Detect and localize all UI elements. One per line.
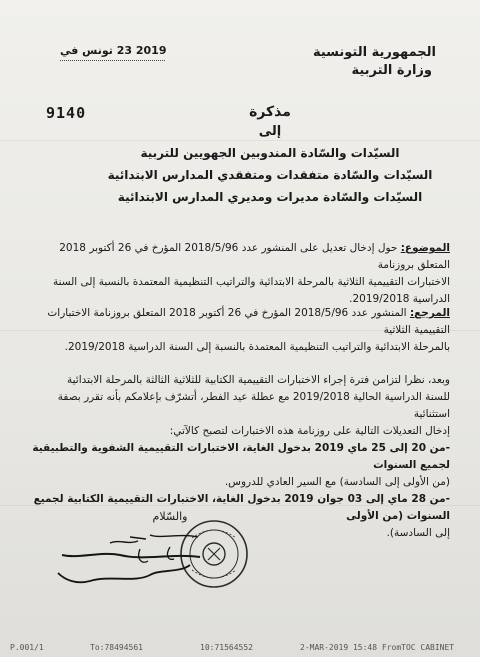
- reference-block: [30, 305, 450, 356]
- subject-line-3: الدراسية 2019/2018.: [349, 293, 450, 305]
- schedule-item-2-line-2: إلى السادسة).: [386, 527, 450, 539]
- date-underline: [60, 60, 165, 61]
- ministry-name: وزارة التربية: [351, 63, 432, 78]
- subject-line-2: الاختبارات التقييمية الثلاثية بالمرحلة الابتدائية والتراتيب التنظيمية المعتمدة بالنسبة إلى السنة: [52, 276, 450, 288]
- subject-line-1: حول إدخال تعديل على المنشور عدد 2018/5/96 المؤرخ في 26 أكتوبر 2018 المتعلق بروزنامة: [59, 242, 450, 271]
- reference-number: 9140: [46, 104, 87, 122]
- addressee-line-3: السيّدات والسّادة مديرات ومديري المدارس الابتدائية: [117, 190, 423, 204]
- fax-to: To:78494561: [90, 643, 143, 652]
- closing-salutation: والسّلام: [152, 510, 188, 523]
- republic-name: الجمهورية التونسية: [312, 45, 436, 60]
- schedule-item-1-line-2: (من الأولى إلى السادسة) مع السير العادي للدروس.: [224, 476, 450, 488]
- subject-label: الموضوع:: [400, 242, 450, 254]
- reference-line-2: بالمرحلة الابتدائية والتراتيب التنظيمية المعتمدة بالنسبة إلى السنة الدراسية 2019/2018.: [64, 341, 450, 353]
- reference-label: المرجع:: [409, 307, 450, 319]
- body-paragraph-line-1: وبعد، نظرا لتزامن فترة إجراء الاختبارات التقييمية الكتابية للثلاثية الثالثة بالمرحلة الابتدائية: [67, 374, 450, 386]
- fax-from: 10:71564552: [200, 643, 253, 652]
- reference-line-1: المنشور عدد 2018/5/96 المؤرخ في 26 أكتوبر 2018 المتعلق بروزنامة الاختبارات التقييمية الثلاثية: [47, 307, 450, 336]
- body-paragraph-line-2: للسنة الدراسية الحالية 2019/2018 مع عطلة عيد الفطر، أتشرّف بإعلامكم بأنه تقرر بصفة استثنائية: [57, 391, 450, 420]
- memo-title: مذكرة: [249, 104, 291, 120]
- to-label: إلى: [258, 124, 282, 139]
- subject-block: [30, 240, 450, 308]
- addressee-line-1: السيّدات والسّادة المندوبين الجهويين للتربية: [140, 146, 400, 160]
- addressee-line-2: السيّدات والسّادة متفقدات ومتفقدي المدارس الابتدائية: [107, 168, 433, 182]
- date-line: 2019 23 تونس في: [60, 44, 167, 57]
- schedule-item-1-line-1: -من 20 إلى 25 ماي 2019 بدخول الغاية، الاختبارات التقييمية الشفوية والتطبيقية لجميع السنوات: [32, 442, 450, 471]
- fax-page: P.001/1: [10, 643, 44, 652]
- body-paragraph-line-3: إدخال التعديلات التالية على روزنامة هذه الاختبارات لتصبح كالآتي:: [169, 425, 450, 437]
- fax-date: 2-MAR-2019 15:48 FromTOC CABINET: [300, 643, 455, 652]
- fax-footer: [0, 640, 480, 657]
- schedule-item-2-line-1: -من 28 ماي إلى 03 جوان 2019 بدخول الغاية، الاختبارات التقييمية الكتابية لجميع السنوات (من الأولى: [33, 493, 450, 522]
- body-block: [30, 372, 450, 542]
